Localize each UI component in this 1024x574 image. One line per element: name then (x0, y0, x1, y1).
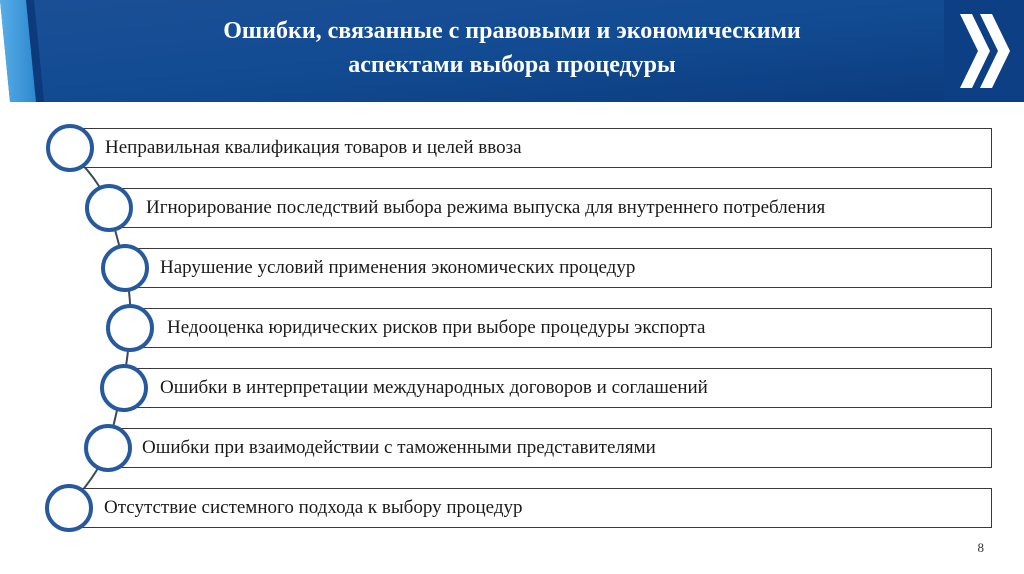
page-number: 8 (977, 540, 984, 555)
list-item-label: Ошибки в интерпретации международных договоров и соглашений (160, 377, 708, 398)
title-line-2: аспектами выбора процедуры (348, 52, 676, 78)
title-line-1: Ошибки, связанные с правовыми и экономическими (223, 18, 801, 44)
bullet-circle-icon (85, 184, 133, 232)
bullet-circle-icon (101, 244, 149, 292)
list-item-label: Неправильная квалификация товаров и целей ввоза (105, 137, 522, 158)
bullet-circle-icon (45, 484, 93, 532)
list-item-label: Недооценка юридических рисков при выборе процедуры экспорта (167, 317, 706, 338)
bullet-circle-icon (100, 364, 148, 412)
bullet-circle-icon (84, 424, 132, 472)
list-item-label: Игнорирование последствий выбора режима выпуска для внутреннего потребления (146, 197, 826, 218)
bullet-circle-icon (46, 124, 94, 172)
list-item-label: Отсутствие системного подхода к выбору процедур (104, 497, 523, 518)
list-item-label: Ошибки при взаимодействии с таможенными представителями (142, 437, 656, 458)
list-item-label: Нарушение условий применения экономических процедур (160, 257, 636, 278)
bullet-circle-icon (106, 304, 154, 352)
